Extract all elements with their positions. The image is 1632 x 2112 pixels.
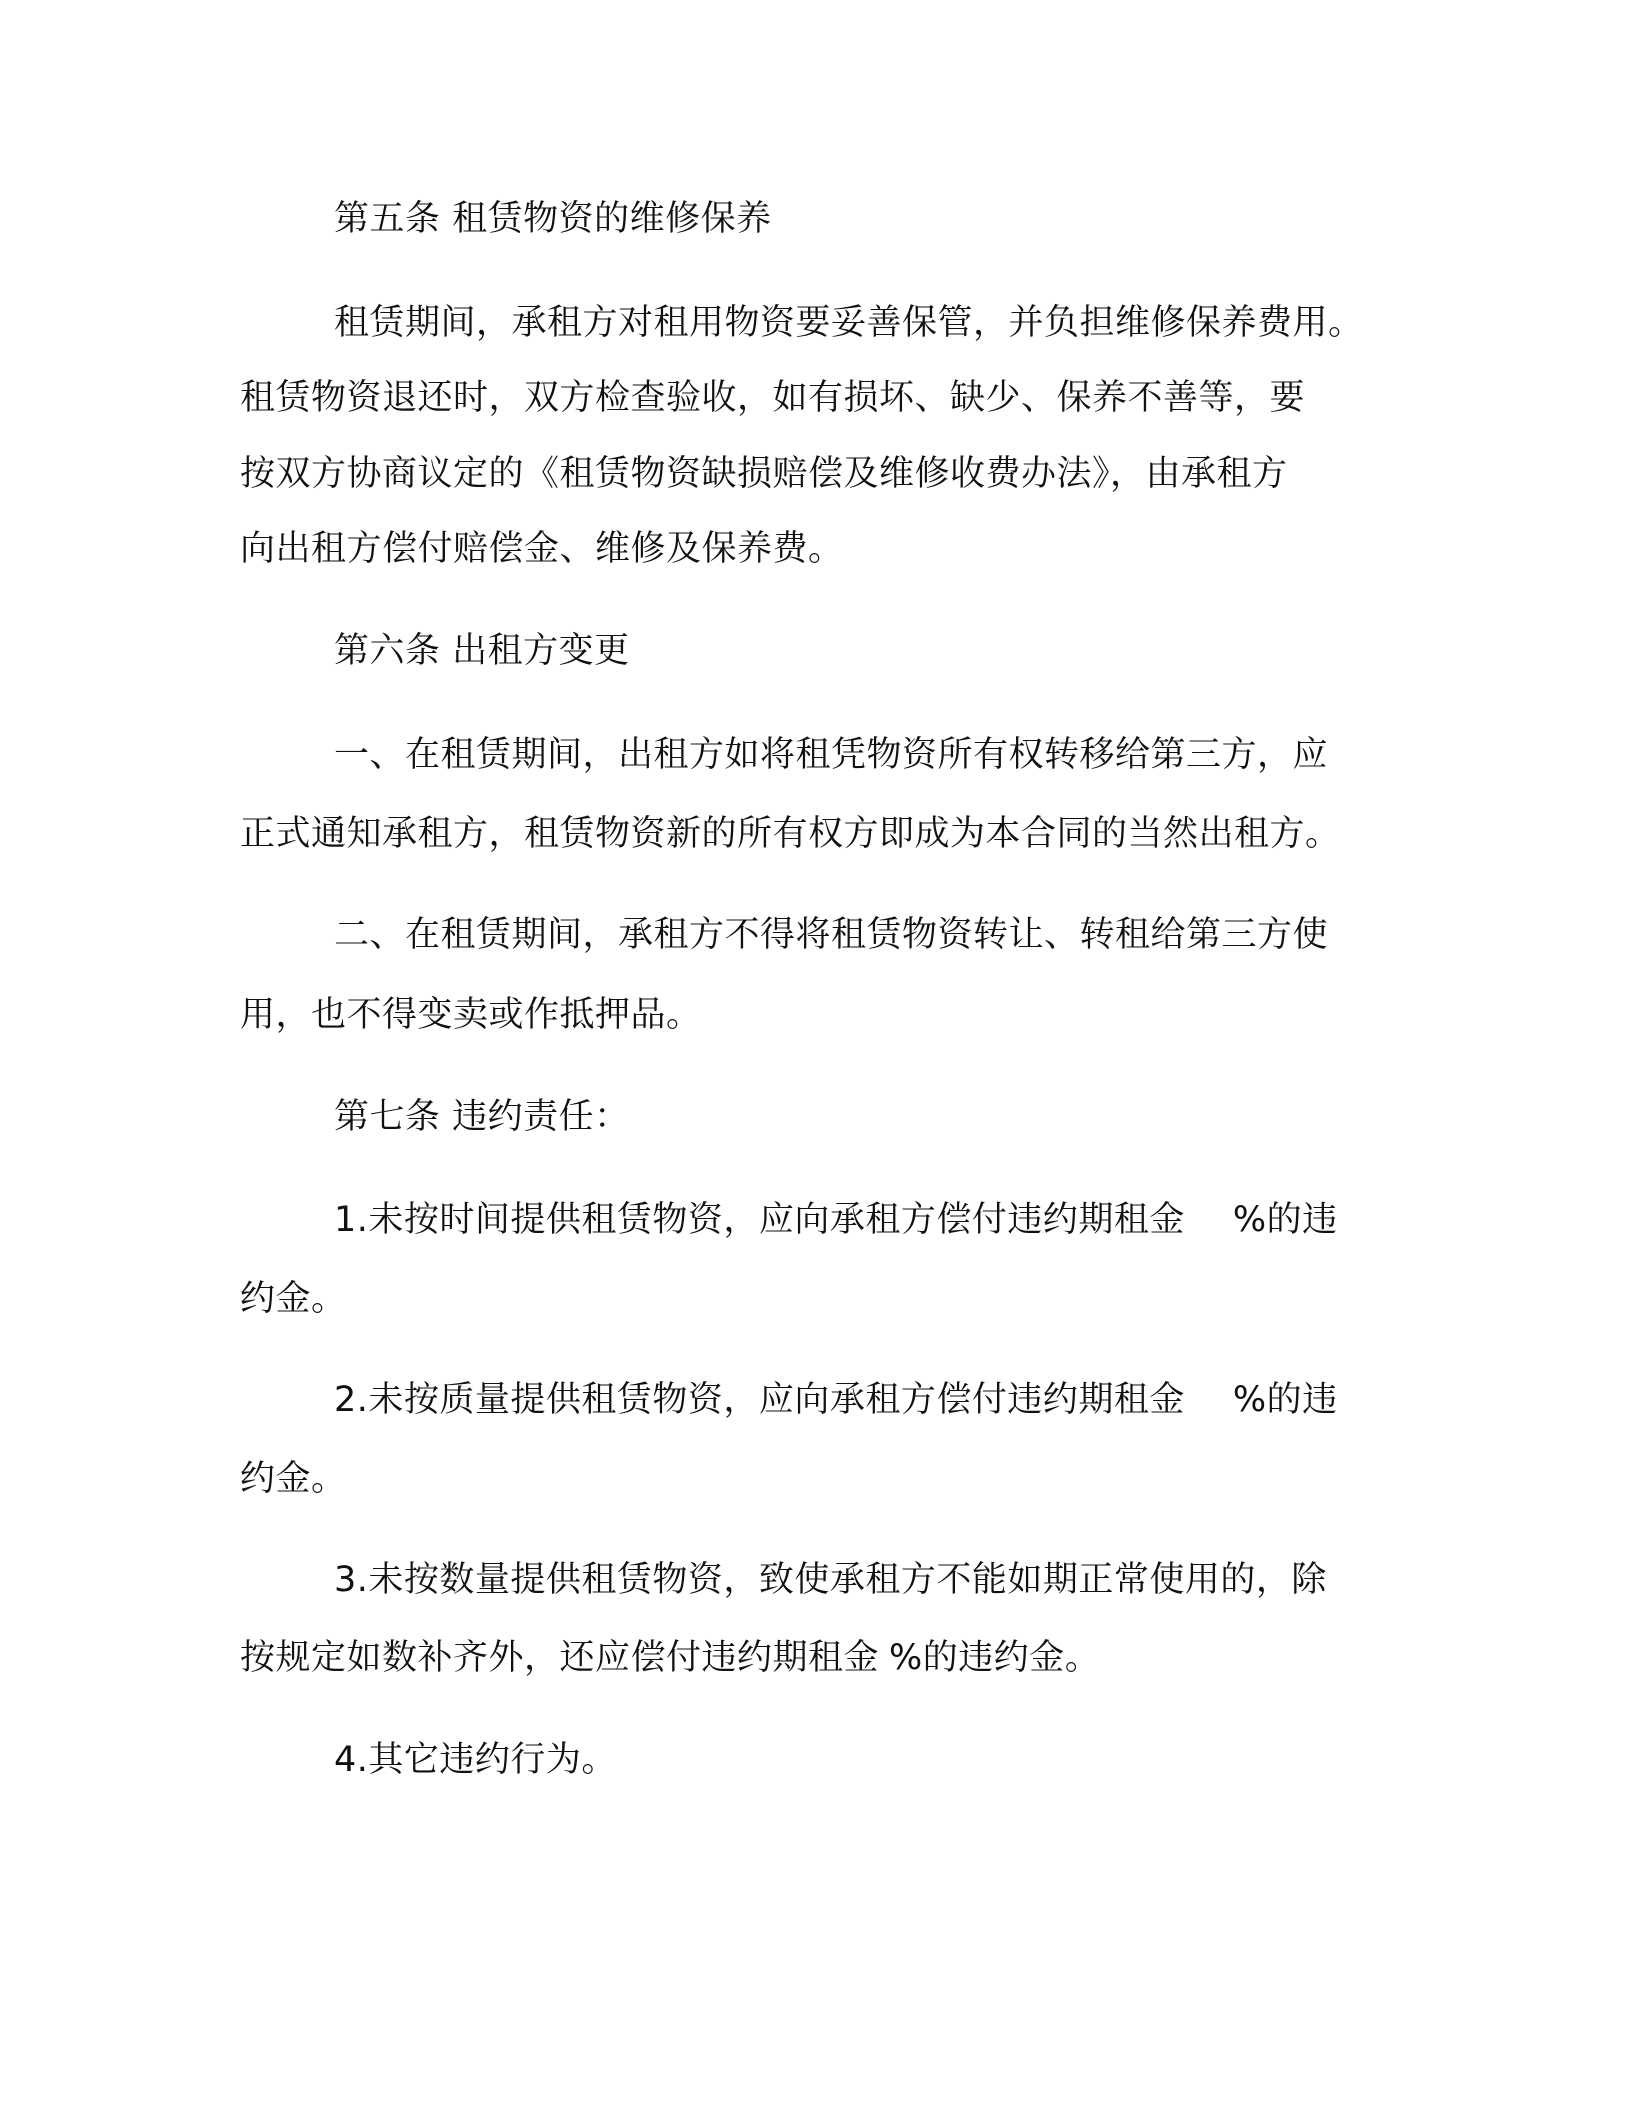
article-6-clause-1-line-1: 一、在租赁期间，出租方如将租凭物资所有权转移给第三方，应 <box>334 735 1329 775</box>
article-7-item-2-line-2: 约金。 <box>240 1459 347 1499</box>
article-7-heading: 第七条 违约责任： <box>334 1097 630 1137</box>
article-5-text-line-4: 向出租方偿付赔偿金、维修及保养费。 <box>240 529 844 569</box>
article-7-item-1-line-2: 约金。 <box>240 1279 347 1319</box>
article-6-clause-1-line-2: 正式通知承租方，租赁物资新的所有权方即成为本合同的当然出租方。 <box>240 814 1341 854</box>
article-7-item-1-text: 1.未按时间提供租赁物资，应向承租方偿付违约期租金 <box>334 1200 1185 1240</box>
article-6-clause-2-line-1: 二、在租赁期间，承租方不得将租赁物资转让、转租给第三方使 <box>334 915 1329 955</box>
article-6-clause-2-line-2: 用，也不得变卖或作抵押品。 <box>240 995 702 1035</box>
article-5-text-line-1: 租赁期间，承租方对租用物资要妥善保管，并负担维修保养费用。 <box>334 303 1364 343</box>
article-7-item-3-text: 按规定如数补齐外，还应偿付违约期租金 <box>240 1638 880 1678</box>
article-7-item-3-percent: %的违约金。 <box>889 1638 1101 1678</box>
article-5-text-line-2: 租赁物资退还时，双方检查验收，如有损坏、缺少、保养不善等，要 <box>240 378 1306 418</box>
article-7-item-4: 4.其它违约行为。 <box>334 1740 617 1780</box>
article-5-heading: 第五条 租赁物资的维修保养 <box>334 199 772 239</box>
article-7-item-3-line-2 <box>240 1634 1100 1682</box>
article-7-item-2-line-1 <box>334 1376 1338 1424</box>
article-7-item-3-line-1: 3.未按数量提供租赁物资，致使承租方不能如期正常使用的，除 <box>334 1560 1327 1600</box>
article-7-item-2-text: 2.未按质量提供租赁物资，应向承租方偿付违约期租金 <box>334 1380 1185 1420</box>
article-7-item-2-percent: %的违 <box>1232 1380 1338 1420</box>
article-7-item-1-percent: %的违 <box>1232 1200 1338 1240</box>
article-5-text-line-3: 按双方协商议定的《租赁物资缺损赔偿及维修收费办法》，由承租方 <box>240 454 1288 494</box>
article-7-item-1-line-1 <box>334 1196 1338 1244</box>
article-6-heading: 第六条 出租方变更 <box>334 631 630 671</box>
